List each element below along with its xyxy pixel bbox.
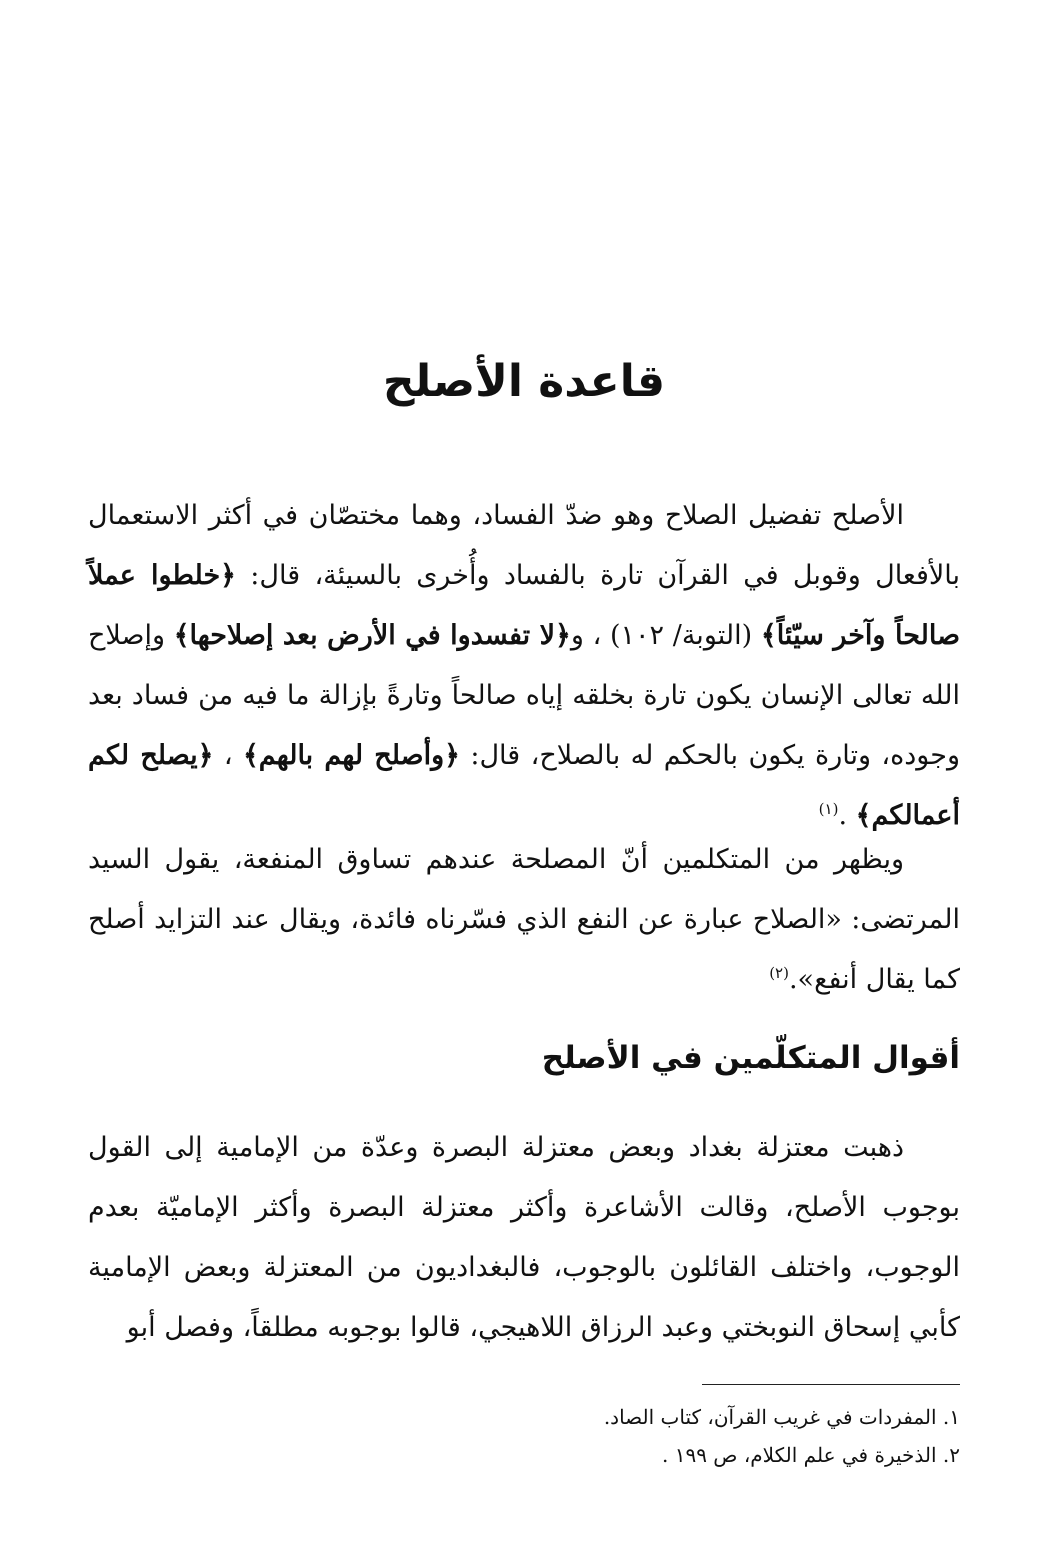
footnote-marker: (١) [818,800,839,818]
paragraph-theologians [88,830,960,1010]
paragraph-text: وإصلاح الله تعالى الإنسان يكون تارة بخلقه إياه صالحاً وتارةً بإزالة ما فيه من فساد بعد وجوده، وتارة يكون بالحكم له بالصلاح، قال: [88,620,960,771]
footnote-2: ٢. الذخيرة في علم الكلام، ص ١٩٩ . [661,1443,960,1467]
quran-quote: ﴿لا تفسدوا في الأرض بعد إصلاحها﴾ [173,620,571,651]
paragraph-text: الأصلح تفضيل الصلاح وهو ضدّ الفساد، وهما مختصّان في أكثر الاستعمال بالأفعال وقوبل في القرآن تارة بالفساد وأُخرى بالسيئة، قال: [88,500,961,591]
quran-quote: ﴿وأصلح لهم بالهم﴾ [242,740,460,771]
page-title: قاعدة الأصلح [382,356,666,407]
quran-quote: ﴿خلطوا عملاً صالحاً وآخر سيّئاً﴾ [88,560,961,651]
footnote-divider [702,1384,960,1385]
paragraph-text: ، [213,740,243,771]
paragraph-text: . [838,800,856,831]
paragraph-text: ذهبت معتزلة بغداد وبعض معتزلة البصرة وعدّة من الإمامية إلى القول بوجوب الأصلح، وقالت الأشاعرة وأكثر معتزلة البصرة وأكثر الإماميّة بعدم الوجوب، واختلف القائلون بالوجوب، فالبغداديون من المعتزلة وبعض الإمامية كأبي إسحاق النوبختي وعبد الرزاق اللاهيجي، قالوا بوجوبه مطلقاً، وفصل أبو [88,1132,960,1343]
paragraph-text: (التوبة/ ١٠٢) ، و [570,620,761,651]
paragraph-definition [88,486,960,846]
footnote-marker: (٢) [769,964,789,982]
section-heading: أقوال المتكلّمين في الأصلح [541,1040,960,1076]
paragraph-schools [88,1118,960,1358]
paragraph-text: ويظهر من المتكلمين أنّ المصلحة عندهم تساوق المنفعة، يقول السيد المرتضى: «الصلاح عبارة عن النفع الذي فسّرناه فائدة، ويقال عند التزايد أصلح كما يقال أنفع». [88,844,960,995]
quran-quote: ﴿يصلح لكم أعمالكم﴾ [88,740,960,831]
footnote-1: ١. المفردات في غريب القرآن، كتاب الصاد. [603,1405,960,1429]
